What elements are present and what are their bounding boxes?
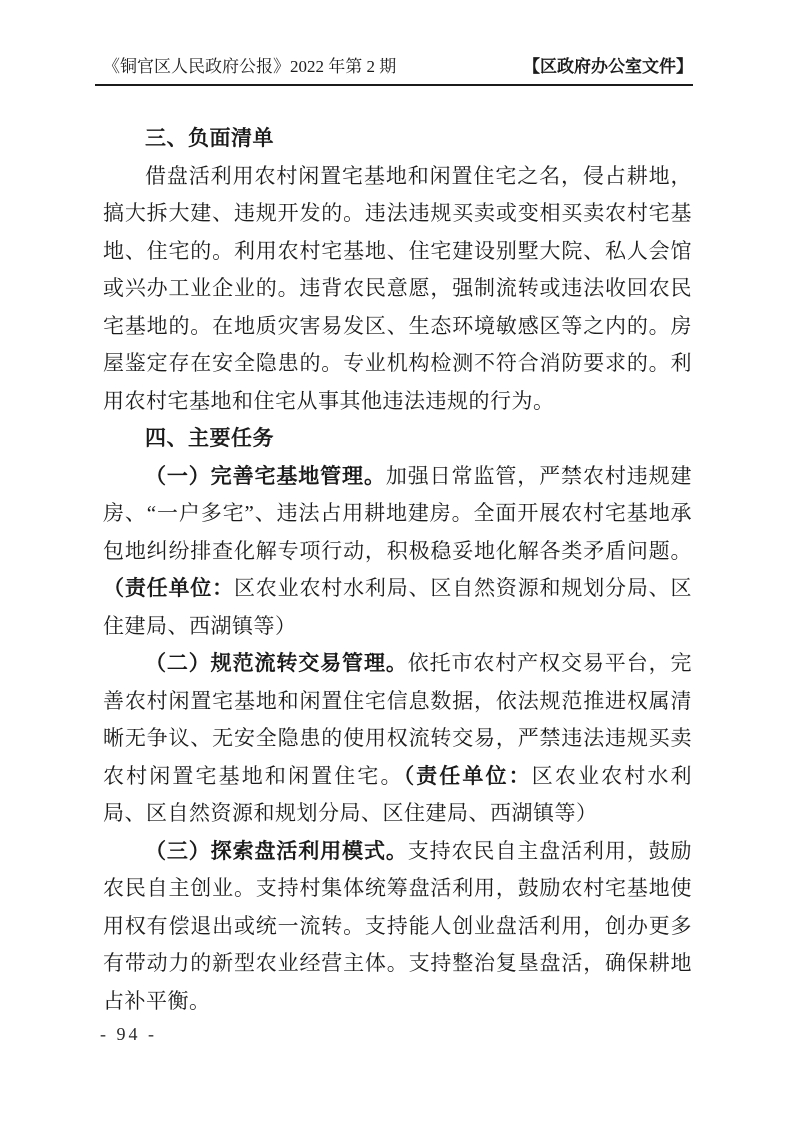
bold-text-run: （二）规范流转交易管理。	[145, 651, 408, 675]
bold-text-run: （责任单位：	[403, 763, 532, 788]
page-footer	[100, 1024, 157, 1045]
document-body	[103, 120, 692, 1020]
text-run: 加强日常监管，严禁农村违规建房、“一户多宅”、违法占用耕地建房。全面开展农村宅基地承包地纠纷排查化解专项行动，积极稳妥地化解各类矛盾问题。	[103, 463, 693, 563]
text-run: 区农业农村水利局、区自然资源和规划分局、区住建局、西湖镇等）	[103, 763, 693, 825]
page-number: - 94 -	[100, 1024, 157, 1044]
text-run: 区农业农村水利局、区自然资源和规划分局、区住建局、西湖镇等）	[103, 576, 693, 638]
text-run: 借盘活利用农村闲置宅基地和闲置住宅之名，侵占耕地，搞大拆大建、违规开发的。违法违规买卖或变相买卖农村宅基地、住宅的。利用农村宅基地、住宅建设别墅大院、私人会馆或兴办工业企业的。违背农民意愿，强制流转或违法收回农民宅基地的。在地质灾害易发区、生态环境敏感区等之内的。房屋鉴定存在安全隐患的。专业机构检测不符合消防要求的。利用农村宅基地和住宅从事其他违法违规的行为。	[103, 163, 692, 413]
document-category-label: 【区政府办公室文件】	[523, 57, 693, 76]
document-section	[103, 420, 692, 1020]
section-heading: 四、主要任务	[145, 427, 274, 450]
bold-text-run: （三）探索盘活利用模式。	[145, 838, 408, 863]
section-heading: 三、负面清单	[145, 127, 274, 150]
page-header	[95, 56, 693, 86]
paragraph	[103, 458, 692, 646]
paragraph	[103, 833, 692, 1021]
paragraph	[103, 645, 692, 833]
bold-text-run: （一）完善宅基地管理。	[145, 463, 386, 488]
bold-text-run: （责任单位：	[103, 576, 234, 600]
text-run: 支持农民自主盘活利用，鼓励农民自主创业。支持村集体统筹盘活利用，鼓励农村宅基地使用权有偿退出或统一流转。支持能人创业盘活利用，创办更多有带动力的新型农业经营主体。支持整治复垦盘活，确保耕地占补平衡。	[103, 838, 692, 1013]
text-run: 依托市农村产权交易平台，完善农村闲置宅基地和闲置住宅信息数据，依法规范推进权属清晰无争议、无安全隐患的使用权流转交易，严禁违法违规买卖农村闲置宅基地和闲置住宅。	[103, 651, 692, 788]
document-section	[103, 120, 692, 420]
gazette-title: 《铜官区人民政府公报》2022 年第 2 期	[103, 57, 397, 76]
paragraph	[103, 158, 692, 421]
